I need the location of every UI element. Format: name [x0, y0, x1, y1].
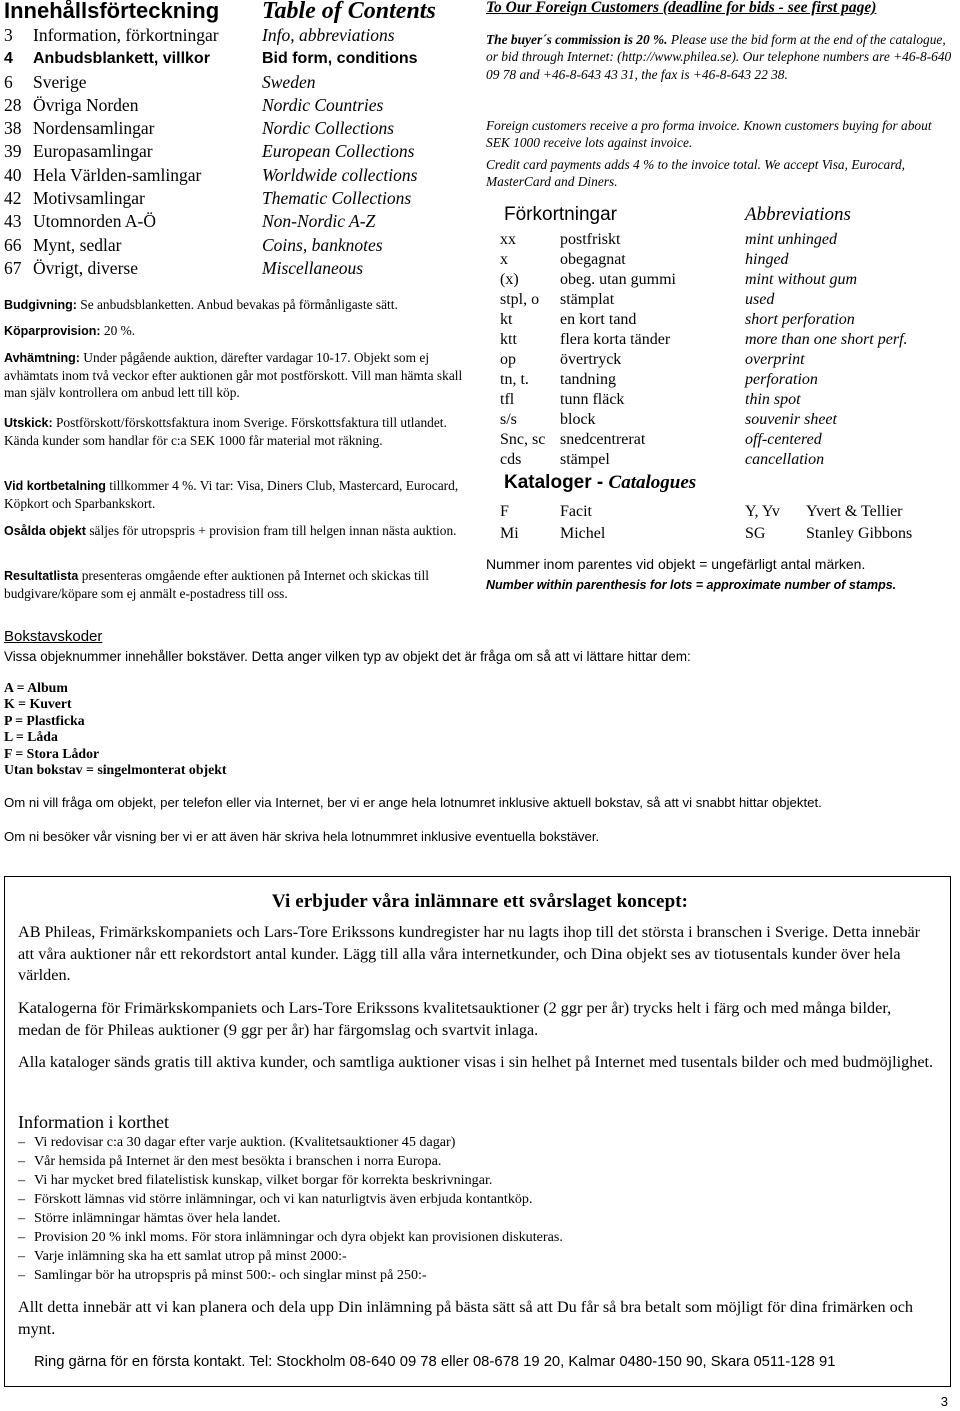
toc-row[interactable]	[4, 117, 474, 140]
letter-code-item: L = Låda	[4, 729, 58, 745]
unsold-text: säljes för utropspris + provision fram till helgen innan nästa auktion.	[85, 523, 457, 538]
contact-line: Ring gärna för en första kontakt. Tel: Stockholm 08-640 09 78 eller 08-678 19 20, Kalmar 0480-150 90, Skara 0511-128 91	[34, 1354, 836, 1370]
info-heading: Information i korthet	[18, 1112, 169, 1132]
toc-row[interactable]	[4, 210, 474, 233]
offer-closing: Allt detta innebär att vi kan planera och dela upp Din inlämning på bästa sätt så att Du får så bra betalt som möjligt för dina frimärken och mynt.	[18, 1298, 913, 1338]
abbreviation-code: s/s	[500, 411, 517, 428]
toc-title-sv: Utomnorden A-Ö	[33, 211, 156, 232]
toc-title-sv: Nordensamlingar	[33, 118, 155, 139]
lot-count-note-sv: Nummer inom parentes vid objekt = ungefärligt antal märken.	[486, 556, 866, 572]
abbreviation-code: (x)	[500, 271, 519, 288]
pickup-label: Avhämtning:	[4, 351, 80, 365]
toc-page-number: 4	[4, 50, 13, 68]
abbreviation-sv: stämpel	[560, 451, 610, 468]
abbreviations-heading-sv: Förkortningar	[504, 204, 617, 225]
info-item: – Varje inlämning ska ha ett samlat utrop på minst 2000:-	[18, 1247, 918, 1266]
card-payment-text: tillkommer 4 %. Vi tar: Visa, Diners Club, Mastercard, Eurocard, Köpkort och Sparbankskort.	[4, 478, 459, 511]
catalogue-code: Mi	[500, 525, 519, 542]
abbreviation-row	[500, 230, 960, 250]
toc-title-sv: Europasamlingar	[33, 141, 153, 162]
letter-code-item: Utan bokstav = singelmonterat objekt	[4, 762, 227, 778]
toc-row[interactable]	[4, 24, 474, 47]
foreign-text-1: Please use the bid form at the end of the catalogue, or bid through Internet: (http://www.philea.se). Our telephone numbers are +46-8-640 09 78 and +46-8-643 43 31, the fax is +46-8-643 22 38.	[486, 32, 952, 82]
toc-page-number: 67	[4, 257, 22, 278]
bidding-paragraph	[4, 296, 474, 314]
results-paragraph	[4, 567, 474, 602]
abbreviation-code: tfl	[500, 391, 515, 408]
abbreviation-en: cancellation	[745, 451, 825, 468]
abbreviation-code: op	[500, 351, 516, 368]
abbreviations-table	[500, 230, 960, 470]
abbreviation-sv: snedcentrerat	[560, 431, 646, 448]
abbreviation-sv: tunn fläck	[560, 391, 625, 408]
shipping-paragraph	[4, 414, 474, 449]
card-payment-paragraph	[4, 477, 474, 512]
unsold-label: Osålda objekt	[4, 524, 86, 538]
toc-title-en: Thematic Collections	[262, 188, 412, 209]
abbreviation-sv: obegagnat	[560, 251, 626, 268]
toc-row[interactable]	[4, 164, 474, 187]
toc-title-en: Nordic Collections	[262, 118, 395, 139]
toc-row[interactable]	[4, 140, 474, 163]
foreign-commission: The buyer´s commission is 20 %.	[486, 32, 668, 47]
letter-codes-viewing-text: Om ni besöker vår visning ber vi er att även här skriva hela lotnummret inklusive eventuella bokstäver.	[4, 829, 600, 844]
commission-paragraph	[4, 322, 474, 340]
info-item: – Samlingar bör ha utropspris på minst 500:- och singlar minst på 250:-	[18, 1266, 918, 1285]
toc-title-sv: Information, förkortningar	[33, 25, 219, 45]
abbreviation-row	[500, 450, 960, 470]
card-payment-label: Vid kortbetalning	[4, 479, 106, 493]
abbreviation-row	[500, 430, 960, 450]
abbreviation-en: souvenir sheet	[745, 411, 837, 428]
abbreviation-en: off-centered	[745, 431, 822, 448]
abbreviation-sv: obeg. utan gummi	[560, 271, 676, 288]
shipping-label: Utskick:	[4, 416, 53, 430]
toc-title-en: Sweden	[262, 71, 316, 92]
results-label: Resultatlista	[4, 569, 79, 583]
letter-code-item: F = Stora Lådor	[4, 745, 100, 761]
toc-title-sv: Mynt, sedlar	[33, 234, 122, 255]
abbreviation-row	[500, 330, 960, 350]
abbreviations-heading-en: Abbreviations	[745, 204, 851, 225]
abbreviation-code: ktt	[500, 331, 517, 348]
abbreviation-code: kt	[500, 311, 513, 328]
foreign-paragraph-1	[486, 31, 956, 83]
abbreviation-sv: flera korta tänder	[560, 331, 671, 348]
toc-title-en: Bid form, conditions	[262, 50, 418, 68]
toc-title-en: Non-Nordic A-Z	[262, 211, 376, 232]
toc-title-en: Miscellaneous	[262, 257, 364, 278]
catalogues-heading-sv: Kataloger -	[504, 472, 609, 493]
letter-code-item: A = Album	[4, 680, 68, 695]
abbreviation-en: more than one short perf.	[745, 331, 908, 348]
toc-title-en: Coins, banknotes	[262, 234, 383, 255]
toc-page-number: 43	[4, 211, 22, 232]
abbreviation-code: stpl, o	[500, 291, 540, 308]
letter-code-item: K = Kuvert	[4, 696, 72, 712]
abbreviation-row	[500, 270, 960, 290]
letter-codes-heading: Bokstavskoder	[4, 628, 103, 645]
toc-title-en: European Collections	[262, 141, 415, 162]
abbreviation-sv: tandning	[560, 371, 616, 388]
toc-row[interactable]	[4, 94, 474, 117]
abbreviation-en: used	[745, 291, 775, 308]
abbreviation-row	[500, 290, 960, 310]
abbreviation-en: mint without gum	[745, 271, 858, 288]
offer-paragraph-1: AB Phileas, Frimärkskompaniets och Lars-Tore Erikssons kundregister har nu lagts ihop till det största i branschen i Sverige. Detta innebär att våra auktioner når ett rekordstort antal kunder. Lägg till alla våra internetkunder, och Dina objekt ses av tiotusentals kunder över hela världen.	[18, 923, 921, 984]
unsold-paragraph	[4, 522, 474, 540]
pickup-text: Under pågående auktion, därefter vardagar 10-17. Objekt som ej avhämtats inom två veckor efter auktionen går mot postförskott. Vill man hämta skall man själv kontrollera om anbud lett till köp.	[4, 350, 463, 400]
toc-title-sv: Hela Världen-samlingar	[33, 164, 202, 185]
toc-row[interactable]	[4, 257, 474, 280]
abbreviation-sv: en kort tand	[560, 311, 637, 328]
bidding-text: Se anbudsblanketten. Anbud bevakas på förmånligaste sätt.	[76, 297, 398, 312]
toc-title-sv: Motivsamlingar	[33, 188, 145, 209]
abbreviation-row	[500, 310, 960, 330]
offer-paragraph-3: Alla kataloger sänds gratis till aktiva kunder, och samtliga auktioner visas i sin helhet på Internet med tusentals bilder och med budmöjlighet.	[18, 1053, 934, 1071]
catalogue-name: Yvert & Tellier	[806, 503, 903, 520]
abbreviation-en: thin spot	[745, 391, 801, 408]
toc-title-sv: Sverige	[33, 71, 87, 92]
toc-page-number: 38	[4, 118, 22, 139]
toc-page-number: 42	[4, 188, 22, 209]
info-item: – Vi redovisar c:a 30 dagar efter varje auktion. (Kvalitetsauktioner 45 dagar)	[18, 1133, 918, 1152]
abbreviation-code: tn, t.	[500, 371, 529, 388]
catalogue-name: Stanley Gibbons	[806, 525, 913, 542]
abbreviation-sv: övertryck	[560, 351, 622, 368]
toc-page-number: 28	[4, 94, 22, 115]
abbreviation-en: hinged	[745, 251, 789, 268]
catalogue-code: Y, Yv	[745, 503, 780, 520]
toc-title-sv: Övriga Norden	[33, 94, 139, 115]
toc-row[interactable]	[4, 187, 474, 210]
letter-code-item: P = Plastficka	[4, 712, 85, 728]
foreign-paragraph-3: Credit card payments adds 4 % to the invoice total. We accept Visa, Eurocard, MasterCard and Diners.	[486, 157, 905, 190]
abbreviation-code: cds	[500, 451, 522, 468]
toc-page-number: 6	[4, 71, 13, 92]
abbreviation-row	[500, 250, 960, 270]
catalogue-code: SG	[745, 525, 766, 542]
abbreviation-en: short perforation	[745, 311, 855, 328]
letter-codes-inquiry-text: Om ni vill fråga om objekt, per telefon eller via Internet, ber vi er ange hela lotnumret inklusive aktuell bokstav, så att vi snabbt hittar objektet.	[4, 795, 822, 810]
catalogue-code: F	[500, 503, 509, 520]
catalogue-name: Michel	[560, 525, 606, 542]
lot-count-note-en: Number within parenthesis for lots = approximate number of stamps.	[486, 578, 897, 592]
abbreviation-en: overprint	[745, 351, 805, 368]
toc-title-en: Nordic Countries	[262, 94, 384, 115]
info-item: – Större inlämningar hämtas över hela landet.	[18, 1209, 918, 1228]
catalogues-heading-en: Catalogues	[608, 472, 697, 493]
bidding-label: Budgivning:	[4, 298, 77, 312]
abbreviation-en: mint unhinged	[745, 231, 837, 248]
abbreviation-row	[500, 390, 960, 410]
abbreviation-row	[500, 410, 960, 430]
info-item: – Vår hemsida på Internet är den mest besökta i branschen i norra Europa.	[18, 1152, 918, 1171]
catalogue-name: Facit	[560, 503, 592, 520]
toc-heading-sv: Innehållsförteckning	[4, 0, 220, 23]
abbreviation-code: x	[500, 251, 508, 268]
commission-label: Köparprovision:	[4, 324, 101, 338]
abbreviation-code: Snc, sc	[500, 431, 546, 448]
toc-row[interactable]	[4, 234, 474, 257]
toc-page-number: 3	[4, 25, 13, 45]
foreign-heading: To Our Foreign Customers (deadline for bids - see first page)	[486, 0, 877, 16]
toc-page-number: 40	[4, 164, 22, 185]
letter-codes-list	[4, 680, 226, 778]
abbreviation-code: xx	[500, 231, 516, 248]
toc-title-sv: Anbudsblankett, villkor	[33, 50, 210, 68]
shipping-text: Postförskott/förskottsfaktura inom Sverige. Förskottsfaktura till utlandet. Kända kunder som handlar för c:a SEK 1000 får material mot räkning.	[4, 415, 447, 448]
commission-text: 20 %.	[100, 323, 136, 338]
info-item: – Förskott lämnas vid större inlämningar, och vi kan naturligtvis även erbjuda kontantköp.	[18, 1190, 918, 1209]
info-item: – Vi har mycket bred filatelistisk kunskap, vilket borgar för korrekta beskrivningar.	[18, 1171, 918, 1190]
toc-row[interactable]	[4, 71, 474, 94]
abbreviation-sv: stämplat	[560, 291, 615, 308]
offer-title: Vi erbjuder våra inlämnare ett svårslaget koncept:	[271, 891, 689, 912]
offer-paragraph-2: Katalogerna för Frimärkskompaniets och Lars-Tore Erikssons kvalitetsauktioner (2 ggr per år) trycks helt i färg och med många bilder, medan de för Phileas auktioner (9 ggr per år) har färgomslag och svartvit inlaga.	[18, 999, 892, 1039]
toc-title-en: Info, abbreviations	[262, 25, 395, 45]
abbreviation-sv: postfriskt	[560, 231, 621, 248]
results-text: presenteras omgående efter auktionen på Internet och skickas till budgivare/köpare som ej anmält e-postadress till oss.	[4, 568, 429, 601]
toc-title-en: Worldwide collections	[262, 164, 418, 185]
info-list	[18, 1133, 918, 1285]
pickup-paragraph	[4, 349, 474, 401]
toc-row[interactable]	[4, 47, 474, 70]
abbreviation-row	[500, 350, 960, 370]
toc-title-sv: Övrigt, diverse	[33, 257, 138, 278]
foreign-paragraph-2: Foreign customers receive a pro forma invoice. Known customers buying for about SEK 1000 receive lots against invoice.	[486, 118, 932, 151]
toc-heading-en: Table of Contents	[262, 0, 436, 24]
toc-page-number: 66	[4, 234, 22, 255]
toc-page-number: 39	[4, 141, 22, 162]
abbreviation-en: perforation	[745, 371, 818, 388]
toc-list	[4, 24, 474, 280]
abbreviation-sv: block	[560, 411, 596, 428]
page-number: 3	[940, 1394, 948, 1409]
catalogues-heading	[504, 472, 696, 494]
info-item: – Provision 20 % inkl moms. För stora inlämningar och dyra objekt kan provisionen diskuteras.	[18, 1228, 918, 1247]
abbreviation-row	[500, 370, 960, 390]
letter-codes-description: Vissa objeknummer innehåller bokstäver. Detta anger vilken typ av objekt det är fråga om så att vi lättare hittar dem:	[4, 649, 691, 664]
